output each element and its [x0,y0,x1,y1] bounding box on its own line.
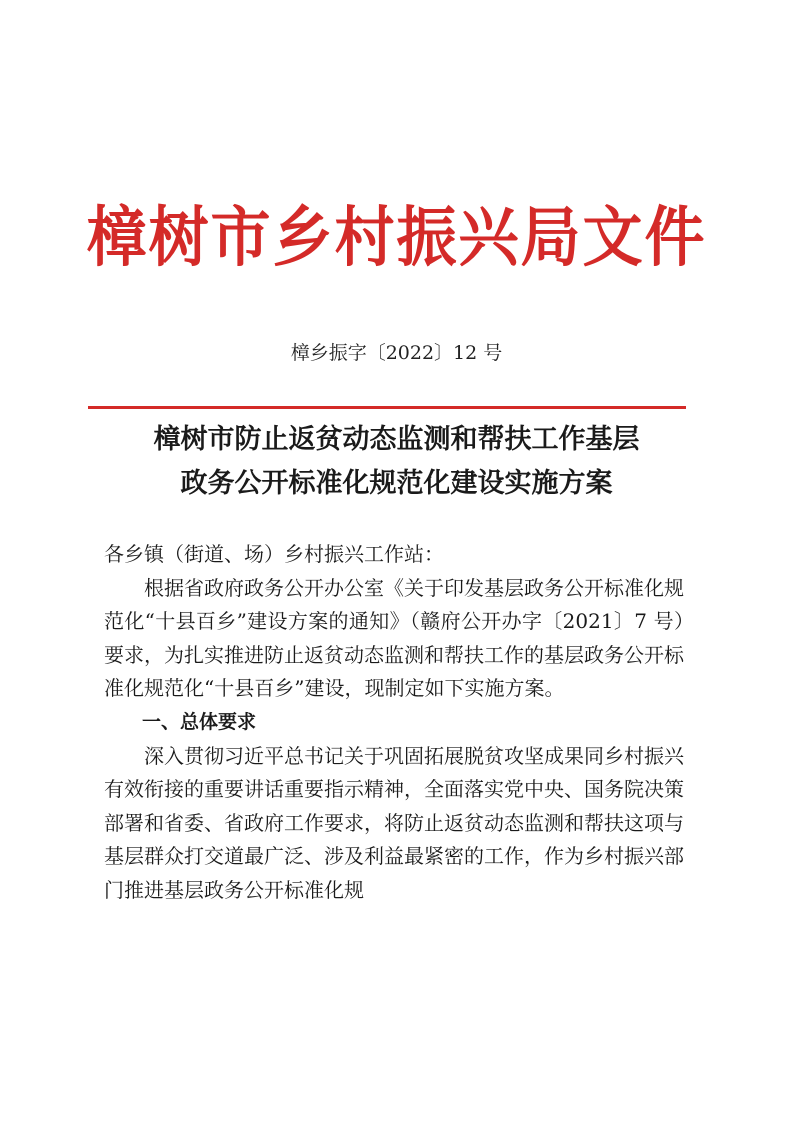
document-number: 樟乡振字〔2022〕12 号 [290,342,503,364]
document-title-line-2: 政务公开标准化规范化建设实施方案 [180,468,613,499]
paragraph-intro: 根据省政府政务公开办公室《关于印发基层政务公开标准化规范化“十县百乡”建设方案的通知》（赣府公开办字〔2021〕7 号）要求，为扎实推进防止返贫动态监测和帮扶工作的基层政务公开标准化规范化“十县百乡”建设，现制定如下实施方案。 [104,575,684,701]
paragraph-general-requirements: 深入贯彻习近平总书记关于巩固拓展脱贫攻坚成果同乡村振兴有效衔接的重要讲话重要指示精神，全面落实党中央、国务院决策部署和省委、省政府工作要求，将防止返贫动态监测和帮扶这项与基层群众打交道最广泛、涉及利益最紧密的工作，作为乡村振兴部门推进基层政务公开标准化规 [104,743,684,902]
document-title [60,418,733,506]
document-body [104,538,684,908]
issuing-authority-header: 樟树市乡村振兴局文件 [86,200,707,276]
salutation: 各乡镇（街道、场）乡村振兴工作站： [104,542,444,566]
document-title-line-1: 樟树市防止返贫动态监测和帮扶工作基层 [153,424,640,455]
section-heading-general-requirements: 一、总体要求 [142,710,257,733]
red-divider-line [88,406,686,409]
